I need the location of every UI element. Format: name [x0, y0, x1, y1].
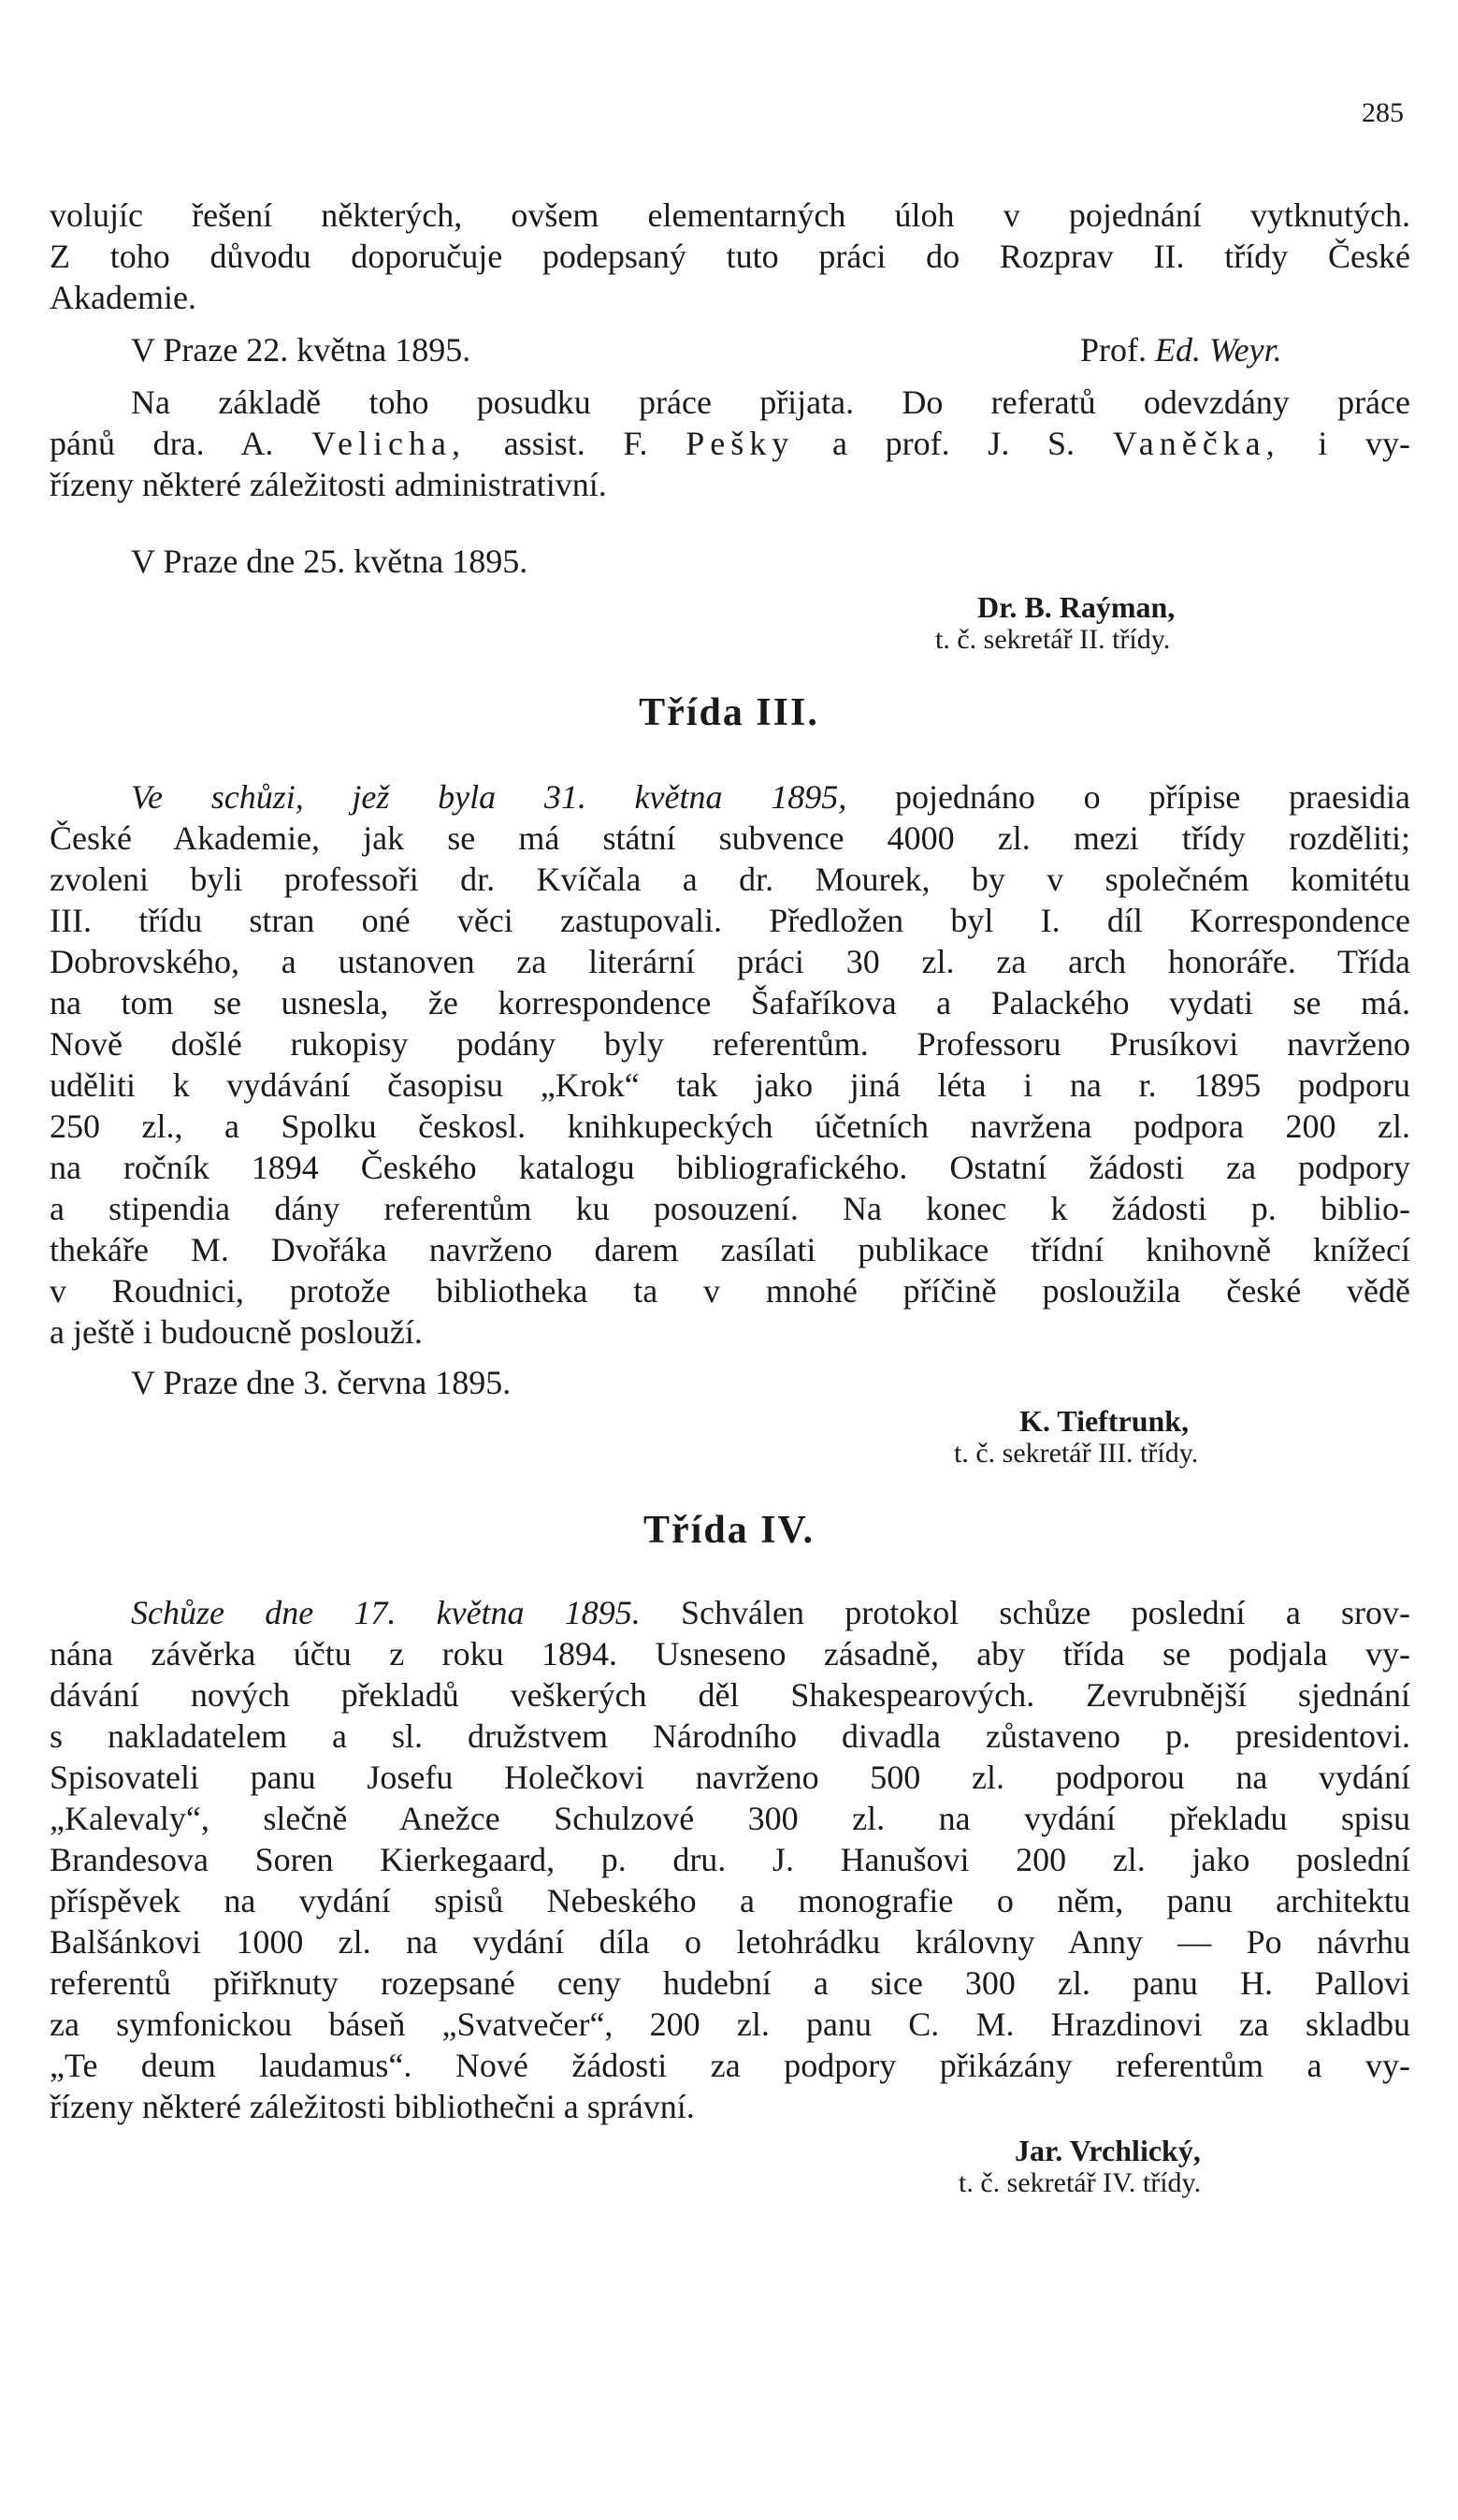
text-line-opening — [131, 776, 1410, 818]
meeting-date-italic: Ve schůzi, jež byla 31. května 1895, — [131, 778, 847, 816]
text-span: assist. F. — [503, 425, 648, 462]
text-line: s nakladatelem a sl. družstvem Národního divadla zůstaveno p. presidentovi. — [50, 1717, 1410, 1755]
meeting-date-italic: Schůze dne 17. května 1895. — [131, 1594, 641, 1631]
role-vrchlicky: t. č. sekretář IV. třídy. — [959, 2167, 1202, 2198]
page-number: 285 — [1362, 97, 1404, 128]
text-span: a prof. J. S. — [831, 425, 1075, 462]
name-vanecka: Vaněčka, — [1112, 425, 1280, 462]
text-line: nána závěrka účtu z roku 1894. Usneseno zásadně, aby třída se podjala vy- — [50, 1635, 1410, 1673]
section-heading-class4: Třída IV. — [643, 1509, 815, 1552]
text-line: III. třídu stran oné věci zastupovali. Předložen byl I. díl Korrespondence — [50, 902, 1410, 939]
date-line: V Praze dne 25. května 1895. — [131, 543, 528, 580]
text-line: České Akademie, jak se má státní subvence 4000 zl. mezi třídy rozděliti; — [50, 819, 1410, 857]
role-rayman: t. č. sekretář II. třídy. — [935, 624, 1171, 655]
text-line: za symfonickou báseň „Svatvečer“, 200 zl. panu C. M. Hrazdinovi za skladbu — [50, 2006, 1410, 2043]
signature-rayman: Dr. B. Raýman, — [977, 590, 1176, 624]
text-line: na ročník 1894 Českého katalogu bibliografického. Ostatní žádosti za podpory — [50, 1149, 1410, 1186]
text-line: thekáře M. Dvořáka navrženo darem zasílati publikace třídní knihovně knížecí — [50, 1231, 1410, 1268]
text-line: Spisovateli panu Josefu Holečkovi navrženo 500 zl. podporou na vydání — [50, 1759, 1410, 1796]
signer-name: Ed. Weyr. — [1155, 331, 1282, 369]
text-span: i vy- — [1318, 425, 1411, 462]
text-line: na tom se usnesla, že korrespondence Šafaříkova a Palackého vydati se má. — [50, 984, 1410, 1021]
text-line: Akademie. — [50, 279, 196, 316]
section-heading-class3: Třída III. — [639, 691, 819, 734]
signature-tieftrunk: K. Tieftrunk, — [1019, 1404, 1190, 1438]
text-line: Dobrovského, a ustanoven za literární práci 30 zl. za arch honoráře. Třída — [50, 943, 1410, 980]
text-span: pojednáno o přípise praesidia — [894, 778, 1410, 816]
text-line: dávání nových překladů veškerých děl Shakespearových. Zevrubnější sjednání — [50, 1676, 1410, 1714]
name-pesky: Pešky — [686, 425, 795, 462]
text-line: „Kalevaly“, slečně Anežce Schulzové 300 zl. na vydání překladu spisu — [50, 1800, 1410, 1837]
name-velicha: Velicha, — [311, 425, 466, 462]
text-line: volujíc řešení některých, ovšem elementarných úloh v pojednání vytknutých. — [50, 196, 1410, 234]
signature-vrchlicky: Jar. Vrchlický, — [1015, 2134, 1201, 2167]
text-line: zvoleni byli professoři dr. Kvíčala a dr. Mourek, by v společném komitétu — [50, 861, 1410, 898]
text-span: Schválen protokol schůze poslední a srov- — [681, 1594, 1411, 1631]
text-line: v Roudnici, protože bibliotheka ta v mnohé příčině posloužila české vědě — [50, 1272, 1410, 1310]
text-line: 250 zl., a Spolku českosl. knihkupeckých účetních navržena podpora 200 zl. — [50, 1108, 1410, 1145]
text-line: řízeny některé záležitosti bibliothečni a správní. — [50, 2088, 695, 2125]
text-line: řízeny některé záležitosti administrativní. — [50, 466, 607, 503]
text-line: a ještě i budoucně poslouží. — [50, 1313, 423, 1351]
text-line: Nově došlé rukopisy podány byly referentům. Professoru Prusíkovi navrženo — [50, 1025, 1410, 1063]
text-line: a stipendia dány referentům ku posouzení. Na konec k žádosti p. biblio- — [50, 1190, 1410, 1227]
text-line: „Te deum laudamus“. Nové žádosti za podpory přikázány referentům a vy- — [50, 2047, 1410, 2084]
text-line: Z toho důvodu doporučuje podepsaný tuto práci do Rozprav II. třídy České — [50, 238, 1410, 275]
text-line: Balšánkovi 1000 zl. na vydání díla o letohrádku královny Anny — Po návrhu — [50, 1923, 1410, 1961]
text-line: uděliti k vydávání časopisu „Krok“ tak jako jiná léta i na r. 1895 podporu — [50, 1066, 1410, 1104]
date-line: V Praze dne 3. června 1895. — [131, 1364, 512, 1401]
text-span: pánů dra. A. — [50, 425, 274, 462]
text-line: referentů přiřknuty rozepsané ceny hudební a sice 300 zl. panu H. Pallovi — [50, 1964, 1410, 2002]
text-line-opening — [131, 1592, 1410, 1633]
date-line — [131, 329, 470, 370]
text-line: Brandesova Soren Kierkegaard, p. dru. J. Hanušovi 200 zl. jako poslední — [50, 1841, 1410, 1878]
text-line: Na základě toho posudku práce přijata. Do referatů odevzdány práce — [131, 384, 1410, 421]
role-tieftrunk: t. č. sekretář III. třídy. — [954, 1438, 1199, 1469]
signer-prefix: Prof. — [1080, 331, 1147, 369]
date-text: V Praze 22. května 1895. — [131, 331, 471, 369]
signature-weyr — [1080, 329, 1282, 370]
text-line: příspěvek na vydání spisů Nebeského a monografie o něm, panu architektu — [50, 1882, 1410, 1919]
text-line-names — [50, 423, 1410, 464]
